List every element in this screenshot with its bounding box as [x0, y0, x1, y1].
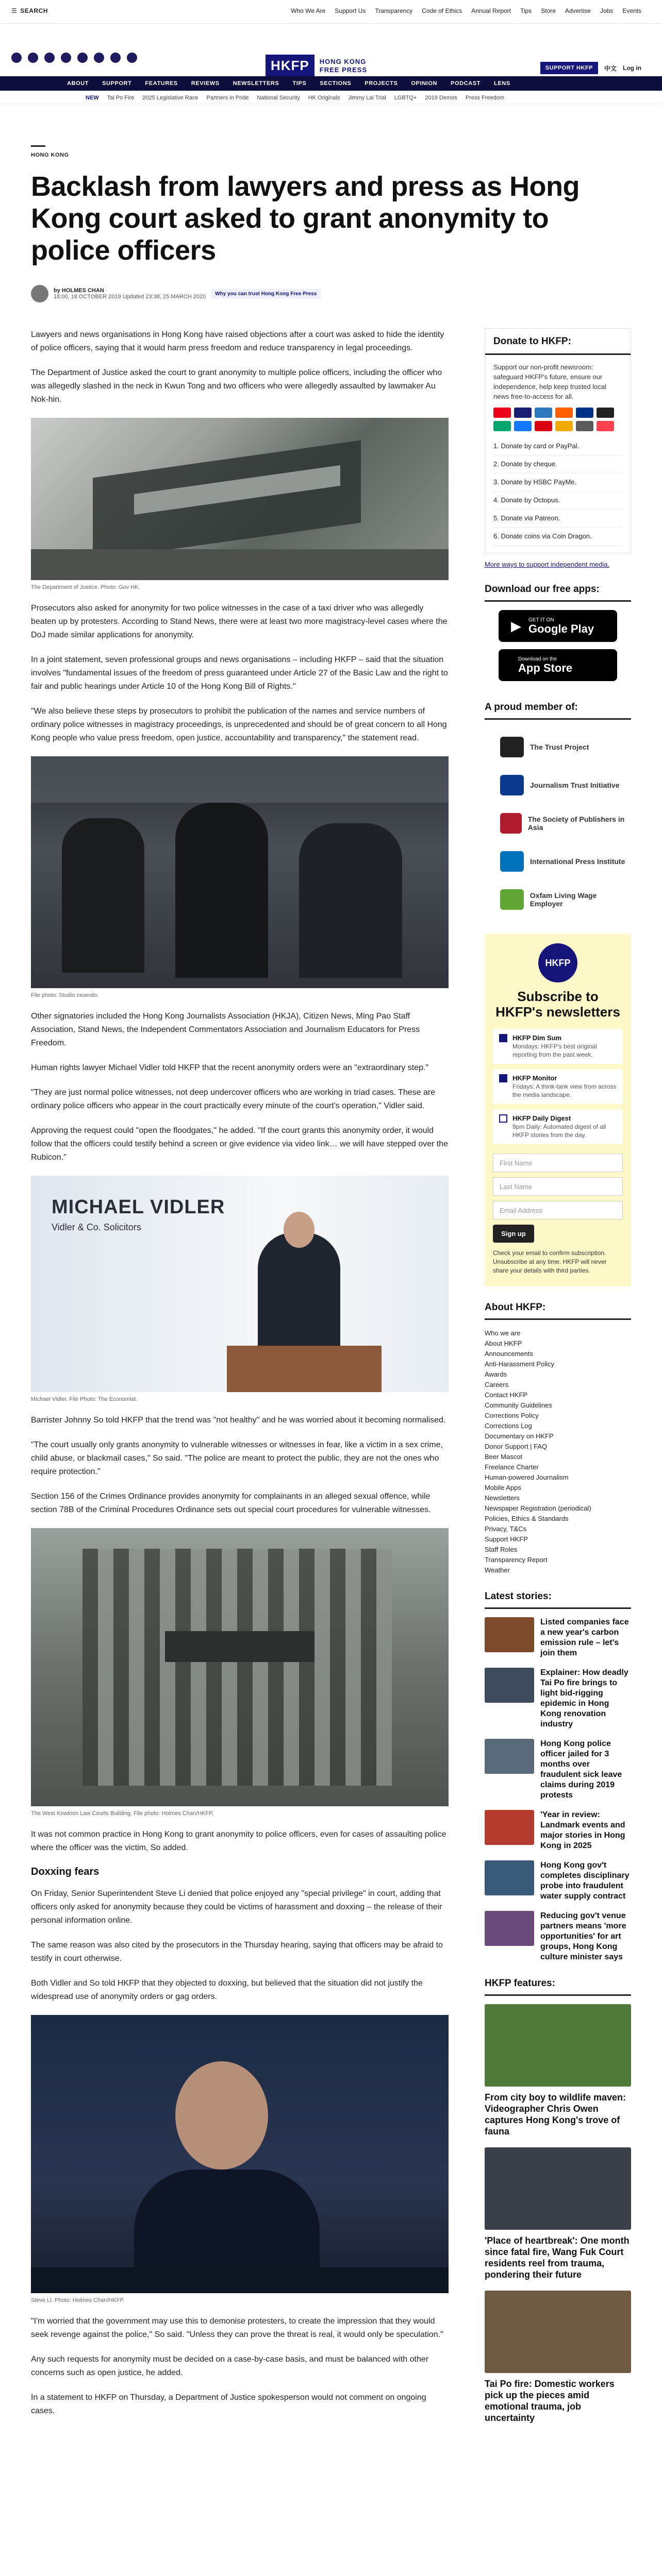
- trending-link[interactable]: Partners in Pride: [206, 94, 249, 101]
- paragraph: "The court usually only grants anonymity to vulnerable witnesses or witnesses in fear, like a victim in a sex crime, child abuse, or blackmail cases," So said. "The police are meant to protect the public, they are not the ones who require protection.": [31, 1440, 443, 1476]
- signup-button[interactable]: Sign up: [493, 1225, 534, 1243]
- about-link[interactable]: Policies, Ethics & Standards: [485, 1515, 569, 1522]
- about-link[interactable]: Corrections Policy: [485, 1412, 539, 1419]
- about-link[interactable]: Donor Support | FAQ: [485, 1443, 548, 1450]
- top-link[interactable]: Store: [541, 7, 556, 14]
- newsletter-option[interactable]: [493, 1029, 623, 1064]
- google-play-badge[interactable]: [499, 610, 617, 642]
- about-link[interactable]: Beer Mascot: [485, 1453, 522, 1461]
- member-logo[interactable]: [485, 842, 631, 880]
- feature-item[interactable]: [485, 2291, 631, 2424]
- facebook-icon[interactable]: [11, 53, 22, 63]
- mastercard-icon: [493, 408, 511, 418]
- about-link[interactable]: Newsletters: [485, 1494, 520, 1502]
- article-body: [31, 328, 449, 2429]
- paragraph: Prosecutors also asked for anonymity for two police witnesses in the case of a taxi driver who was allegedly beaten up by protesters. According to Stand News, there were at least two more magistracy-level cases where the DoJ made similar applications for anonymity.: [31, 604, 448, 639]
- nav-item[interactable]: FEATURES: [145, 80, 178, 87]
- apps-title: Download our free apps:: [485, 584, 631, 602]
- latest-title-text: Reducing gov't venue partners means 'more opportunities' for art groups, Hong Kong culture minister says: [540, 1911, 626, 1961]
- nav-item[interactable]: OPINION: [411, 80, 438, 87]
- top-link[interactable]: Who We Are: [291, 7, 326, 14]
- store-big: App Store: [518, 661, 573, 674]
- payment-icons: [493, 408, 622, 431]
- paragraph: Barrister Johnny So told HKFP that the trend was "not healthy" and he was worried about it becoming normalised.: [31, 1416, 446, 1425]
- author-avatar: [31, 285, 48, 302]
- feature-title: From city boy to wildlife maven: Videographer Chris Owen captures Hong Kong's trove of fauna: [485, 2092, 626, 2137]
- trending-link[interactable]: HK Originals: [308, 94, 340, 101]
- latest-title-text: Hong Kong gov't completes disciplinary probe into fraudulent water supply contract: [540, 1861, 630, 1901]
- member-logo[interactable]: [485, 728, 631, 766]
- logo-line-2: FREE PRESS: [319, 65, 368, 74]
- newsletter-desc: Fridays: A think-tank view from across the media landscape.: [512, 1083, 617, 1098]
- photo-caption: Steve Li. Photo: Holmes Chan/HKFP.: [31, 2297, 125, 2303]
- discover-icon: [555, 408, 573, 418]
- paypal-icon: [576, 408, 593, 418]
- latest-title-text: Explainer: How deadly Tai Po fire brings to light bid-rigging epidemic in Hong Kong renovation industry: [540, 1668, 628, 1728]
- main-nav: [0, 76, 662, 91]
- member-name: The Society of Publishers in Asia: [527, 815, 625, 832]
- donate-option[interactable]: 6. Donate coins via Coin Dragon.: [493, 528, 622, 546]
- trending-nav: [0, 92, 662, 104]
- instagram-icon[interactable]: [44, 53, 55, 63]
- nav-item[interactable]: SECTIONS: [320, 80, 352, 87]
- features-list: [485, 2004, 631, 2424]
- content-wrap: [31, 145, 631, 2423]
- twitter-icon[interactable]: [28, 53, 38, 63]
- feature-image: [485, 2004, 631, 2087]
- first-name-field[interactable]: First Name: [493, 1154, 623, 1172]
- alipay-icon: [514, 421, 532, 431]
- newsletter-title: Subscribe to HKFP's newsletters: [495, 989, 620, 1020]
- member-name: The Trust Project: [530, 743, 589, 751]
- paragraph: Other signatories included the Hong Kong Journalists Association (HKJA), Citizen News, Ming Pao Staff Association, Stand News, the Independent Commentators Association and Journalism Educators for Press Freedom.: [31, 1012, 420, 1047]
- bank-icon: [576, 421, 593, 431]
- figure: [31, 418, 449, 590]
- paragraph: "We also believe these steps by prosecutors to prohibit the publication of the names and service numbers of ordinary police witnesses in magistracy proceedings, is unprecedented and should be of great concern to all Hong Kong people who value press freedom, open justice, accountability and transparency," the statement read.: [31, 707, 447, 742]
- social-links: [11, 53, 137, 63]
- top-link[interactable]: Support Us: [335, 7, 366, 14]
- top-link[interactable]: Code of Ethics: [422, 7, 462, 14]
- latest-item[interactable]: [485, 1911, 631, 1962]
- trending-link[interactable]: 2019 Demos: [425, 94, 457, 101]
- about-link[interactable]: Weather: [485, 1566, 510, 1574]
- logo-line-1: HONG KONG: [319, 57, 367, 65]
- donate-card: [485, 328, 631, 553]
- photo-steve-li: [31, 2015, 449, 2293]
- member-title: A proud member of:: [485, 702, 631, 720]
- newsletter-desc: 9pm Daily: Automated digest of all HKFP stories from the day.: [512, 1123, 606, 1139]
- author-name[interactable]: by HOLMES CHAN: [54, 287, 104, 294]
- latest-item[interactable]: [485, 1617, 631, 1658]
- paragraph: "They are just normal police witnesses, not deep undercover officers who are working in triad cases. These are ordinary police officers who appear in the court practically every minute of the court's operation," Vidler said.: [31, 1088, 436, 1110]
- feature-image: [485, 2147, 631, 2230]
- store-small: GET IT ON: [528, 617, 554, 623]
- paragraph: In a joint statement, seven professional groups and news organisations – including HKFP – said that the situation involves "fundamental issues of the freedom of press guaranteed under Article 27 of the Basic Law and the right to fair and public hearings under Article 10 of the Hong Kong Bill of Rights.": [31, 655, 448, 691]
- about-link[interactable]: Freelance Charter: [485, 1463, 539, 1471]
- top-link[interactable]: Jobs: [600, 7, 614, 14]
- thumbnail: [485, 1617, 534, 1652]
- about-link[interactable]: Who we are: [485, 1329, 521, 1337]
- octopus-icon: [555, 421, 573, 431]
- photo-caption: File photo: Studio Incendo.: [31, 992, 98, 998]
- checkbox[interactable]: [499, 1114, 507, 1123]
- login-link[interactable]: Log in: [623, 64, 641, 72]
- top-link[interactable]: Advertise: [565, 7, 591, 14]
- latest-list: [485, 1617, 631, 1962]
- nav-item[interactable]: TIPS: [292, 80, 307, 87]
- top-links: [291, 7, 641, 14]
- trending-link[interactable]: Jimmy Lai Trial: [348, 94, 386, 101]
- rss-icon[interactable]: [127, 53, 137, 63]
- photo-courts: [31, 1528, 449, 1806]
- photo-caption: Michael Vidler. File Photo: The Economist.: [31, 1396, 138, 1402]
- top-link[interactable]: Annual Report: [471, 7, 511, 14]
- photo-caption: The West Kowloon Law Courts Building. File photo: Holmes Chan/HKFP.: [31, 1810, 214, 1817]
- trending-link[interactable]: 2025 Legislative Race: [142, 94, 198, 101]
- paragraph: Human rights lawyer Michael Vidler told HKFP that the recent anonymity orders were an "extraordinary step.": [31, 1063, 429, 1072]
- thumbnail: [485, 1911, 534, 1946]
- paragraph: On Friday, Senior Superintendent Steve Li denied that police enjoyed any "special privilege" in court, adding that officers only asked for anonymity because they could be victims of harassment and doxxing – the release of their personal information online.: [31, 1889, 442, 1925]
- patreon-icon: [597, 421, 614, 431]
- thumbnail: [485, 1860, 534, 1895]
- paragraph: Section 156 of the Crimes Ordinance provides anonymity for complainants in an alleged sexual offence, while section 78B of the Criminal Procedures Ordinance sets out special court procedures for vulnerable witnesses.: [31, 1492, 431, 1514]
- menu-icon: ☰: [11, 7, 18, 14]
- about-link[interactable]: Documentary on HKFP: [485, 1432, 554, 1440]
- feature-item[interactable]: [485, 2147, 631, 2280]
- latest-item[interactable]: [485, 1668, 631, 1730]
- about-link[interactable]: Contact HKFP: [485, 1391, 528, 1399]
- figure: [31, 1528, 449, 1817]
- paragraph: The same reason was also cited by the prosecutors in the Thursday hearing, saying that officers may be afraid to testify in court otherwise.: [31, 1941, 443, 1963]
- top-link[interactable]: Events: [622, 7, 641, 14]
- about-links: [485, 1328, 631, 1575]
- newsletter-name: HKFP Dim Sum: [512, 1034, 562, 1042]
- donate-options: [493, 437, 622, 546]
- about-link[interactable]: Newspaper Registration (periodical): [485, 1504, 591, 1512]
- headline: Backlash from lawyers and press as Hong Kong court asked to grant anonymity to police officers: [31, 171, 580, 266]
- newsletter-option[interactable]: [493, 1069, 623, 1104]
- paragraph: It was not common practice in Hong Kong to grant anonymity to police officers, even for cases of assaulting police where the officer was the victim, So added.: [31, 1830, 446, 1852]
- masthead: [0, 24, 662, 80]
- trending-link[interactable]: National Security: [257, 94, 300, 101]
- new-badge: NEW: [86, 94, 99, 101]
- newsletter-name: HKFP Daily Digest: [512, 1114, 571, 1122]
- about-link[interactable]: Mobile Apps: [485, 1484, 521, 1492]
- logo-mark: HKFP: [266, 55, 315, 77]
- trust-link[interactable]: Why you can trust Hong Kong Free Press: [211, 289, 321, 299]
- paragraph: Any such requests for anonymity must be decided on a case-by-case basis, and must be balanced with other concerns such as open justice, he added.: [31, 2355, 429, 2377]
- payme-icon: [535, 421, 552, 431]
- nav-item[interactable]: SUPPORT: [102, 80, 132, 87]
- newsletter-logo: HKFP: [538, 943, 577, 982]
- nav-item[interactable]: ABOUT: [67, 80, 89, 87]
- visa-icon: [514, 408, 532, 418]
- email-field[interactable]: Email Address: [493, 1201, 623, 1219]
- member-logo[interactable]: [485, 766, 631, 804]
- banner-sub: Vidler & Co. Solicitors: [52, 1222, 141, 1232]
- latest-title-text: Hong Kong police officer jailed for 3 months over fraudulent sick leave claims during 2019 protests: [540, 1739, 622, 1800]
- donate-option[interactable]: 5. Donate via Patreon.: [493, 510, 622, 528]
- member-name: Journalism Trust Initiative: [530, 781, 620, 789]
- about-link[interactable]: Transparency Report: [485, 1556, 548, 1564]
- donate-option[interactable]: 1. Donate by card or PayPal.: [493, 437, 622, 455]
- latest-title-text: 'Year in review: Landmark events and major stories in Hong Kong in 2025: [540, 1810, 625, 1850]
- thumbnail: [485, 1668, 534, 1703]
- linkedin-icon[interactable]: [77, 53, 88, 63]
- banner-name: MICHAEL VIDLER: [52, 1196, 225, 1218]
- about-link[interactable]: Awards: [485, 1370, 507, 1378]
- nav-item[interactable]: PODCAST: [451, 80, 481, 87]
- apple-pay-icon: [597, 408, 614, 418]
- checkbox[interactable]: [499, 1074, 507, 1082]
- trending-link[interactable]: LGBTQ+: [394, 94, 417, 101]
- feature-title: 'Place of heartbreak': One month since fatal fire, Wang Fuk Court residents reel from trauma, pondering their future: [485, 2235, 630, 2280]
- photo-doj: [31, 418, 449, 580]
- donate-title: Donate to HKFP:: [485, 329, 631, 355]
- donate-intro: Support our non-profit newsroom: safeguard HKFP's future, ensure our independence, help keep trusted local news free-to-access for all.: [493, 363, 606, 400]
- figure: [31, 1176, 449, 1402]
- latest-title: Latest stories:: [485, 1591, 631, 1609]
- nav-item[interactable]: LENS: [494, 80, 510, 87]
- paragraph: Both Vidler and So told HKFP that they objected to doxxing, but believed that the situation did not justify the widespread use of anonymity orders or gag orders.: [31, 1979, 423, 2001]
- paragraph: In a statement to HKFP on Thursday, a Department of Justice spokesperson would not comment on ongoing cases.: [31, 2393, 426, 2415]
- play-icon: ▶: [511, 618, 521, 634]
- member-name: International Press Institute: [530, 857, 625, 866]
- photo-caption: The Department of Justice. Photo: Gov HK.: [31, 584, 140, 590]
- trending-link[interactable]: Press Freedom: [465, 94, 504, 101]
- about-link[interactable]: Announcements: [485, 1350, 533, 1358]
- about-link[interactable]: Corrections Log: [485, 1422, 532, 1430]
- member-logo[interactable]: [485, 804, 631, 842]
- byline: [31, 285, 631, 302]
- latest-title-text: Listed companies face a new year's carbon emission rule – let's join them: [540, 1618, 629, 1657]
- top-utility-bar: [0, 0, 662, 24]
- about-link[interactable]: Anti-Harassment Policy: [485, 1360, 555, 1368]
- thumbnail: [485, 1739, 534, 1774]
- youtube-icon[interactable]: [94, 53, 104, 63]
- figure: [31, 756, 449, 998]
- photo-protest: [31, 756, 449, 988]
- about-title: About HKFP:: [485, 1302, 631, 1320]
- latest-item[interactable]: [485, 1860, 631, 1902]
- donate-option[interactable]: 2. Donate by cheque.: [493, 455, 622, 473]
- feature-image: [485, 2291, 631, 2373]
- nav-item[interactable]: PROJECTS: [365, 80, 398, 87]
- newsletter-name: HKFP Monitor: [512, 1074, 557, 1082]
- latest-item[interactable]: [485, 1810, 631, 1851]
- thumbnail: [485, 1810, 534, 1845]
- nav-item[interactable]: NEWSLETTERS: [233, 80, 279, 87]
- paragraph: "I'm worried that the government may use this to demonise protesters, to create the impression that they would seek revenge against the police," So said. "Unless they can prove the threat is real, it would only be speculation.": [31, 2317, 443, 2339]
- last-name-field[interactable]: Last Name: [493, 1177, 623, 1196]
- paragraph: The Department of Justice asked the court to grant anonymity to multiple police officers, including the officer who was allegedly slashed in the neck in Kwun Tong and two officers who were allegedly assaulted by lawmaker Au Nok-hin.: [31, 368, 442, 404]
- logo-text: [320, 58, 367, 74]
- newsletter-option[interactable]: [493, 1109, 623, 1144]
- features-title: HKFP features:: [485, 1978, 631, 1996]
- language-switch[interactable]: 中文: [604, 64, 617, 72]
- feature-title: Tai Po fire: Domestic workers pick up the pieces amid emotional trauma, job uncertainty: [485, 2379, 615, 2423]
- top-link[interactable]: Tips: [520, 7, 532, 14]
- app-store-badge[interactable]: [499, 649, 617, 681]
- publish-dates: 18:00, 18 OCTOBER 2019 Updated 23:38, 25 MARCH 2020: [54, 294, 206, 300]
- paragraph: Approving the request could "open the floodgates," he added. "If the court grants this anonymity order, it would follow that the officers could testify behind a screen or give evidence via video link… we will have stepped over the Rubicon.": [31, 1126, 449, 1162]
- support-button[interactable]: SUPPORT HKFP: [540, 62, 598, 74]
- search-button[interactable]: [11, 7, 48, 14]
- photo-vidler: [31, 1176, 449, 1392]
- about-link[interactable]: Privacy, T&Cs: [485, 1525, 527, 1533]
- figure: [31, 2015, 449, 2303]
- checkbox[interactable]: [499, 1034, 507, 1042]
- more-ways-link[interactable]: More ways to support independent media.: [485, 561, 610, 568]
- donate-option[interactable]: 3. Donate by HSBC PayMe.: [493, 473, 622, 492]
- amex-icon: [535, 408, 552, 418]
- section-tag[interactable]: HONG KONG: [31, 145, 45, 158]
- about-link[interactable]: Support HKFP: [485, 1535, 528, 1543]
- about-link[interactable]: Human-powered Journalism: [485, 1473, 569, 1481]
- trending-link[interactable]: Tai Po Fire: [107, 94, 135, 101]
- latest-item[interactable]: [485, 1739, 631, 1801]
- store-small: Download on the: [518, 656, 557, 662]
- member-logo[interactable]: [485, 880, 631, 919]
- about-link[interactable]: Community Guidelines: [485, 1401, 552, 1409]
- wechat-icon: [493, 421, 511, 431]
- about-link[interactable]: Careers: [485, 1381, 509, 1388]
- site-logo[interactable]: [266, 55, 367, 77]
- search-label: SEARCH: [20, 7, 48, 14]
- paragraph: Lawyers and news organisations in Hong Kong have raised objections after a court was asked to hide the identity of police officers, saying that it would harm press freedom and reduce transparency in legal proceedings.: [31, 330, 444, 352]
- newsletter-desc: Mondays: HKFP's best original reporting from the past week.: [512, 1043, 597, 1058]
- subheading: Doxxing fears: [31, 1866, 100, 1877]
- about-link[interactable]: Staff Roles: [485, 1546, 518, 1553]
- about-link[interactable]: About HKFP: [485, 1340, 522, 1347]
- member-name: Oxfam Living Wage Employer: [529, 891, 597, 908]
- newsletter-note: Check your email to confirm subscription. Unsubscribe at any time. HKFP will never share your details with third parties.: [493, 1249, 607, 1274]
- email-icon[interactable]: [110, 53, 121, 63]
- threads-icon[interactable]: [61, 53, 71, 63]
- header-actions: [540, 62, 641, 74]
- top-link[interactable]: Transparency: [375, 7, 413, 14]
- store-big: Google Play: [528, 622, 594, 635]
- donate-option[interactable]: 4. Donate by Octopus.: [493, 492, 622, 510]
- nav-item[interactable]: REVIEWS: [191, 80, 220, 87]
- feature-item[interactable]: [485, 2004, 631, 2137]
- sidebar: [485, 328, 631, 2434]
- newsletter-box: [485, 934, 631, 1286]
